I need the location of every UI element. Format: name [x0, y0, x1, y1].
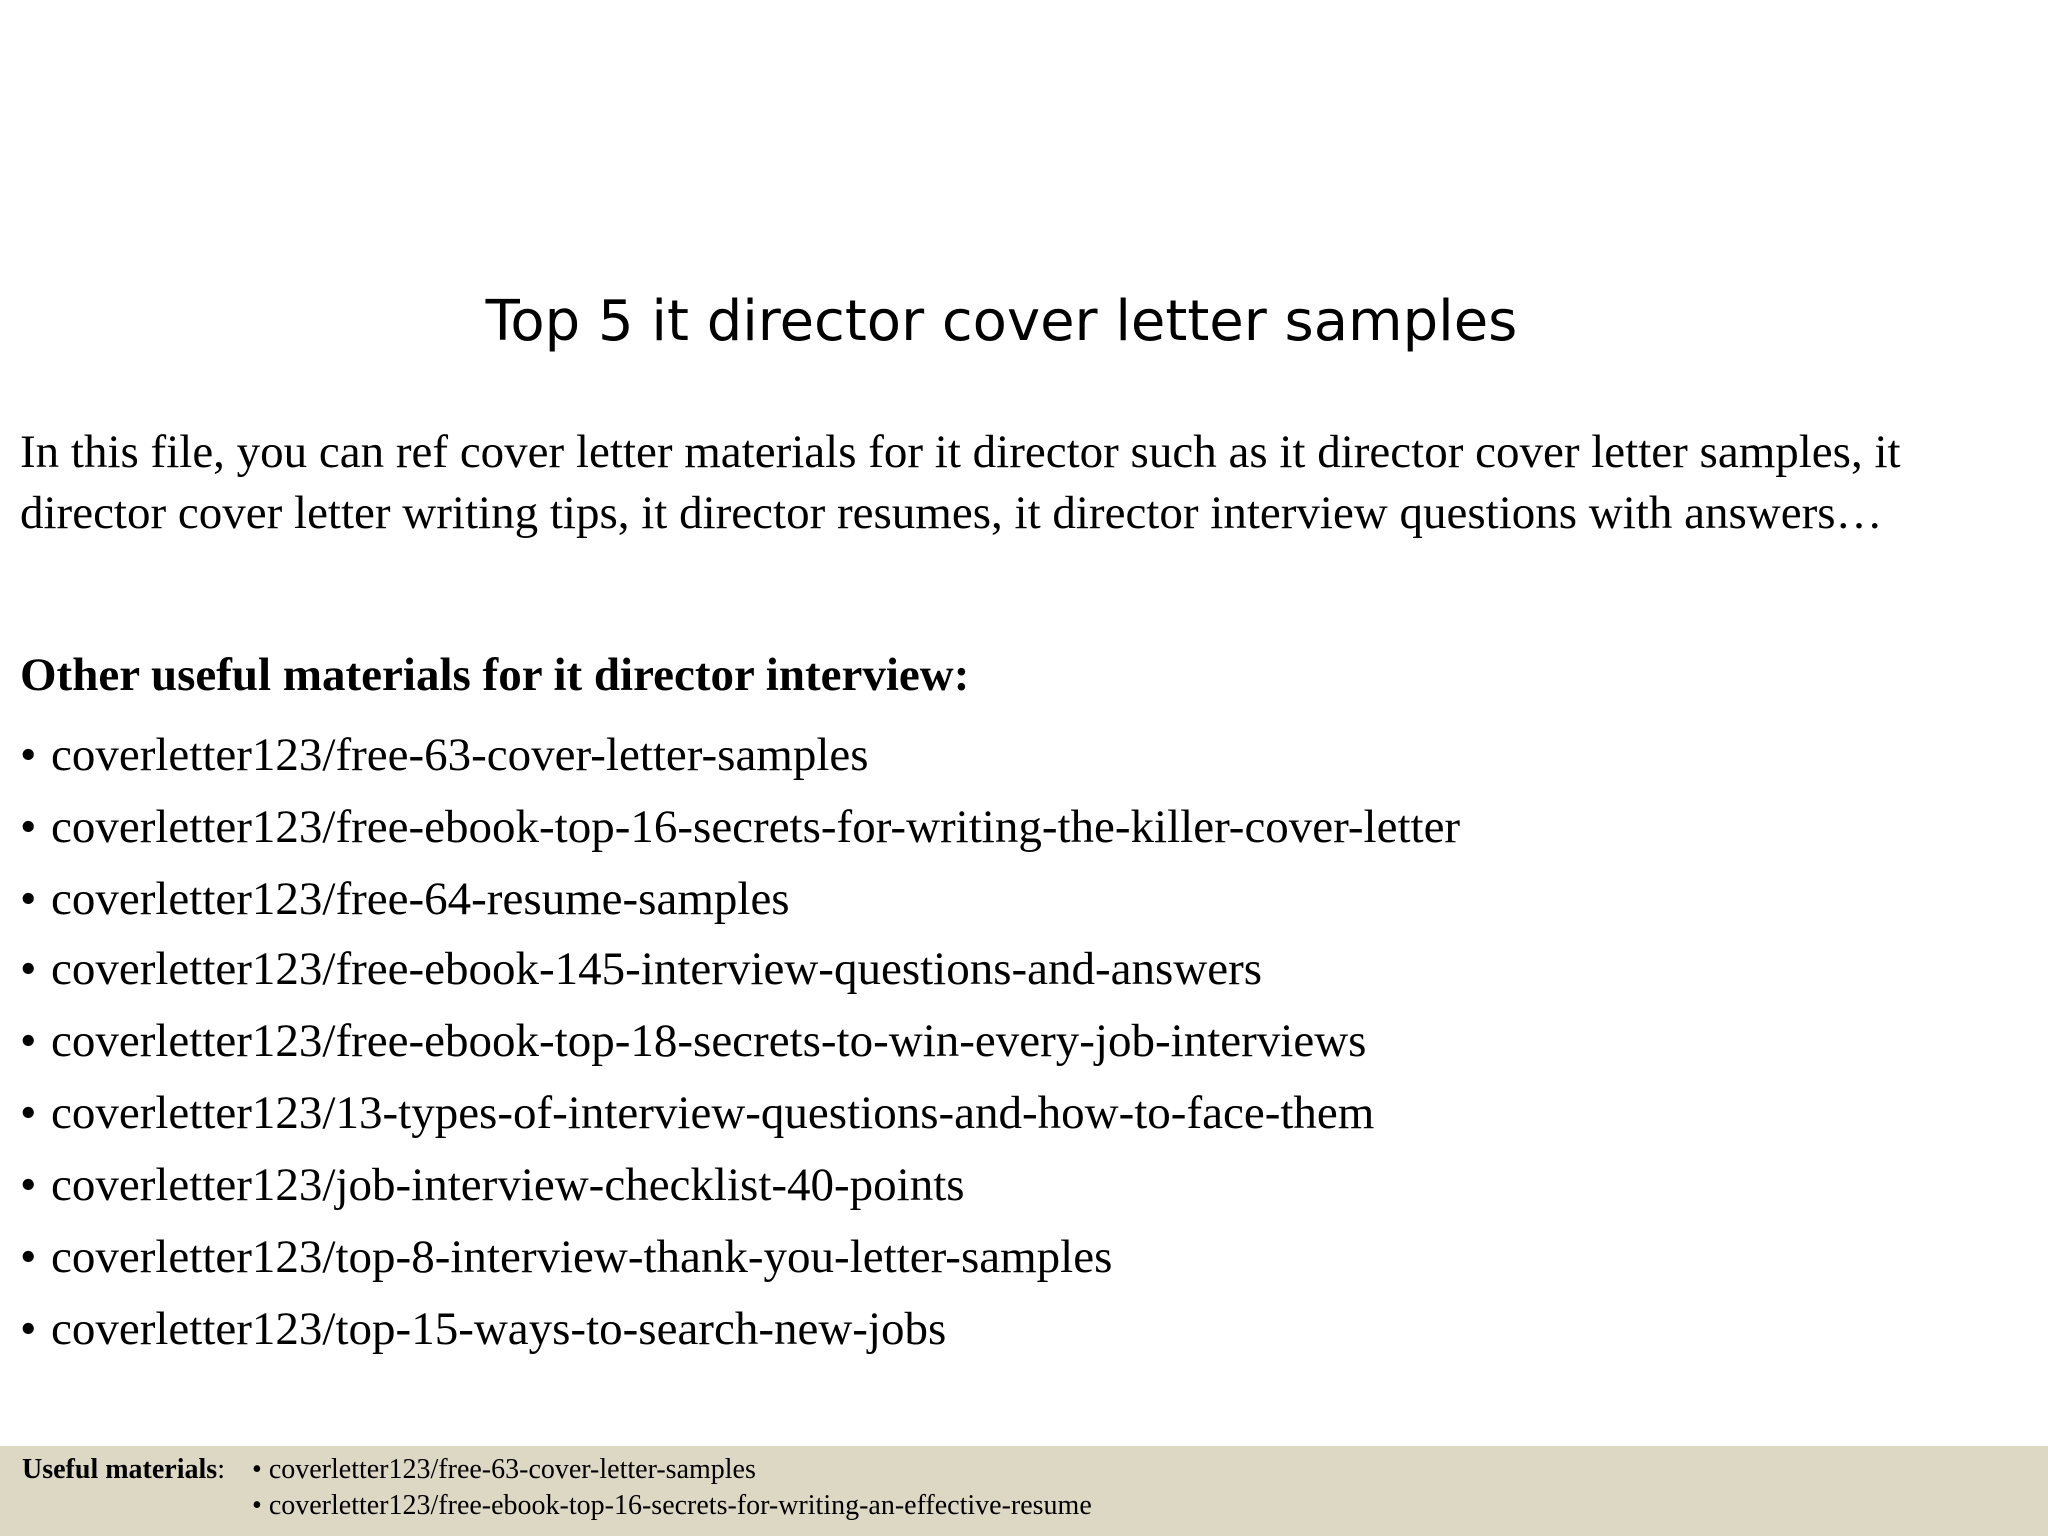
footer-link: coverletter123/free-63-cover-letter-samples [268, 1454, 756, 1485]
bullet-icon: • [20, 1303, 37, 1355]
list-item [20, 1293, 1460, 1365]
material-link: coverletter123/top-8-interview-thank-you-letter-samples [51, 1231, 1113, 1283]
list-item [20, 791, 1460, 863]
bullet-icon: • [20, 873, 37, 925]
material-link: coverletter123/free-ebook-top-16-secrets-for-writing-the-killer-cover-letter [51, 801, 1461, 853]
bullet-icon: • [20, 1015, 37, 1067]
section-heading: Other useful materials for it director interview: [20, 649, 970, 701]
footer-label-text: Useful materials [22, 1454, 218, 1485]
footer-item [252, 1452, 1092, 1488]
bullet-icon: • [252, 1490, 262, 1521]
list-item [20, 1221, 1460, 1293]
bullet-icon: • [20, 729, 37, 781]
material-link: coverletter123/top-15-ways-to-search-new-jobs [51, 1303, 947, 1355]
list-item [20, 933, 1460, 1005]
footer-bar [0, 1446, 2048, 1536]
bullet-icon: • [20, 943, 37, 995]
footer-label [22, 1452, 225, 1488]
material-link: coverletter123/job-interview-checklist-40-points [51, 1159, 965, 1211]
footer-link: coverletter123/free-ebook-top-16-secrets-for-writing-an-effective-resume [268, 1490, 1092, 1521]
bullet-icon: • [20, 1231, 37, 1283]
bullet-icon: • [252, 1454, 262, 1485]
material-link: coverletter123/13-types-of-interview-questions-and-how-to-face-them [51, 1087, 1375, 1139]
footer-colon: : [217, 1454, 225, 1485]
material-link: coverletter123/free-ebook-top-18-secrets-to-win-every-job-interviews [51, 1015, 1367, 1067]
bullet-icon: • [20, 1087, 37, 1139]
bullet-icon: • [20, 1159, 37, 1211]
materials-list [20, 719, 1460, 1365]
material-link: coverletter123/free-ebook-145-interview-questions-and-answers [51, 943, 1263, 995]
list-item [20, 863, 1460, 933]
slide-title: Top 5 it director cover letter samples [485, 288, 1518, 354]
material-link: coverletter123/free-63-cover-letter-samples [51, 729, 869, 781]
list-item [20, 719, 1460, 791]
material-link: coverletter123/free-64-resume-samples [51, 873, 790, 925]
footer-list [252, 1452, 1092, 1524]
intro-paragraph: In this file, you can ref cover letter materials for it director such as it director cover letter samples, it director cover letter writing tips, it director resumes, it director interview questions with answers… [20, 426, 1901, 539]
list-item [20, 1005, 1460, 1077]
footer-item [252, 1488, 1092, 1524]
list-item [20, 1149, 1460, 1221]
list-item [20, 1077, 1460, 1149]
bullet-icon: • [20, 801, 37, 853]
